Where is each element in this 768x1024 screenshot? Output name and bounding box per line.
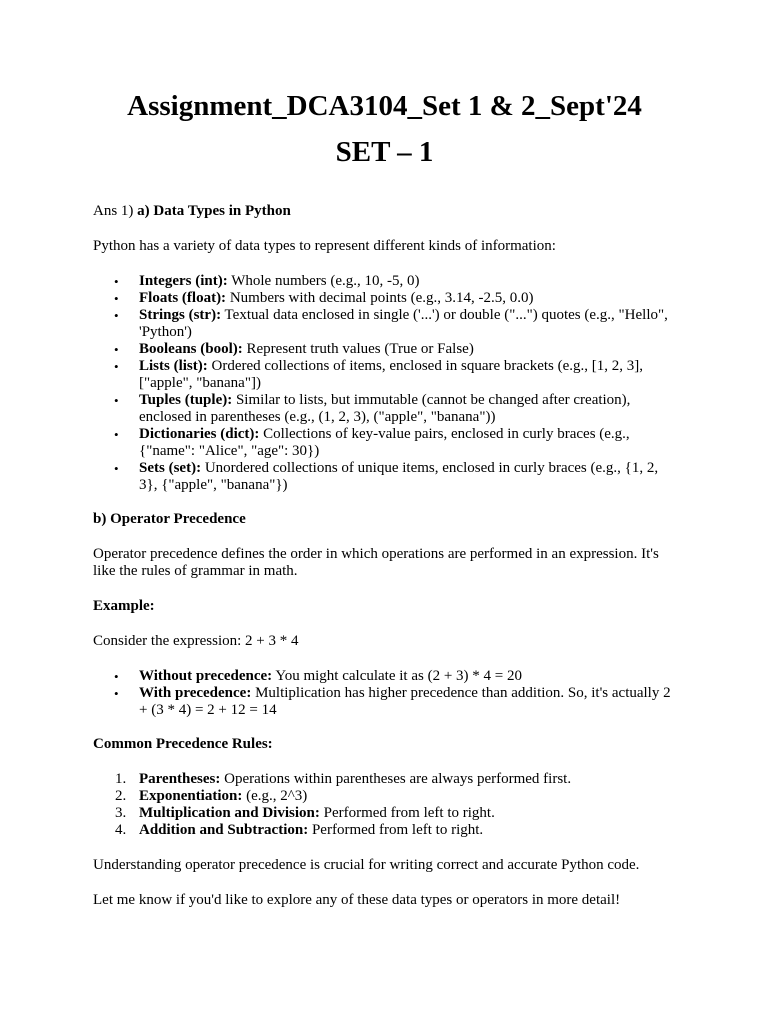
list-item-text: Similar to lists, but immutable (cannot be changed after creation), enclosed in parentheses (e.g., (1, 2, 3), ("apple", "banana")) bbox=[139, 392, 631, 425]
list-item-term: Strings (str): bbox=[139, 307, 222, 323]
list-item-term: Multiplication and Division: bbox=[139, 805, 320, 821]
list-item-term: Integers (int): bbox=[139, 273, 228, 289]
list-number: 3. bbox=[115, 805, 127, 821]
list-number: 4. bbox=[115, 822, 127, 838]
list-item bbox=[139, 341, 676, 358]
data-types-list bbox=[93, 273, 676, 494]
list-item-term: With precedence: bbox=[139, 685, 252, 701]
list-item-term: Addition and Subtraction: bbox=[139, 822, 309, 838]
list-item-text: Multiplication has higher precedence than addition. So, it's actually 2 + (3 * 4) = 2 + 12 = 14 bbox=[139, 685, 671, 718]
example-heading: Example: bbox=[93, 598, 155, 614]
list-item-text: Operations within parentheses are always performed first. bbox=[220, 771, 572, 787]
list-item bbox=[115, 805, 676, 822]
list-item-text: Collections of key-value pairs, enclosed in curly braces (e.g., {"name": "Alice", "age": 30}) bbox=[139, 426, 630, 459]
conclusion-text: Understanding operator precedence is crucial for writing correct and accurate Python code. bbox=[93, 857, 640, 873]
list-item bbox=[115, 771, 676, 788]
data-types-intro: Python has a variety of data types to represent different kinds of information: bbox=[93, 238, 556, 254]
list-item bbox=[139, 685, 676, 719]
section-a-heading: a) Data Types in Python bbox=[137, 203, 291, 219]
list-item-term: Exponentiation: bbox=[139, 788, 243, 804]
list-item-text: Textual data enclosed in single ('...') or double ("...") quotes (e.g., "Hello", 'Python') bbox=[139, 307, 668, 340]
list-item-term: Booleans (bool): bbox=[139, 341, 243, 357]
list-item bbox=[139, 460, 676, 494]
list-item-text: You might calculate it as (2 + 3) * 4 = 20 bbox=[272, 668, 522, 684]
list-item-text: Represent truth values (True or False) bbox=[242, 341, 474, 357]
list-item-text: Whole numbers (e.g., 10, -5, 0) bbox=[227, 273, 420, 289]
list-item-text: Performed from left to right. bbox=[319, 805, 495, 821]
list-item-text: Unordered collections of unique items, enclosed in curly braces (e.g., {1, 2, 3}, {"apple", "banana"}) bbox=[139, 460, 659, 493]
answer-1-heading bbox=[93, 203, 676, 220]
list-item bbox=[115, 788, 676, 805]
list-item bbox=[139, 392, 676, 426]
list-item-term: Parentheses: bbox=[139, 771, 221, 787]
closing-text: Let me know if you'd like to explore any of these data types or operators in more detail! bbox=[93, 892, 621, 908]
list-number: 1. bbox=[115, 771, 127, 787]
list-item-term: Floats (float): bbox=[139, 290, 227, 306]
list-item-term: Lists (list): bbox=[139, 358, 208, 374]
section-b-heading: b) Operator Precedence bbox=[93, 511, 246, 527]
list-item-text: Performed from left to right. bbox=[308, 822, 484, 838]
document-title: Assignment_DCA3104_Set 1 & 2_Sept'24 bbox=[127, 90, 642, 122]
list-item bbox=[139, 307, 676, 341]
list-item-term: Sets (set): bbox=[139, 460, 202, 476]
list-item bbox=[139, 426, 676, 460]
rules-heading: Common Precedence Rules: bbox=[93, 736, 273, 752]
list-item-text: Numbers with decimal points (e.g., 3.14, -2.5, 0.0) bbox=[226, 290, 534, 306]
list-item-term: Without precedence: bbox=[139, 668, 273, 684]
list-number: 2. bbox=[115, 788, 127, 804]
example-text: Consider the expression: 2 + 3 * 4 bbox=[93, 633, 299, 649]
list-item bbox=[139, 668, 676, 685]
list-item-term: Tuples (tuple): bbox=[139, 392, 233, 408]
list-item bbox=[139, 358, 676, 392]
list-item bbox=[139, 290, 676, 307]
example-list bbox=[93, 668, 676, 719]
list-item-term: Dictionaries (dict): bbox=[139, 426, 260, 442]
list-item-text: (e.g., 2^3) bbox=[242, 788, 308, 804]
operator-precedence-intro: Operator precedence defines the order in which operations are performed in an expression. It's like the rules of grammar in math. bbox=[93, 546, 659, 579]
precedence-rules-list bbox=[93, 771, 676, 839]
list-item-text: Ordered collections of items, enclosed in square brackets (e.g., [1, 2, 3], ["apple", "banana"]) bbox=[139, 358, 644, 391]
list-item bbox=[115, 822, 676, 839]
list-item bbox=[139, 273, 676, 290]
answer-prefix: Ans 1) bbox=[93, 203, 138, 219]
set-heading: SET – 1 bbox=[335, 136, 434, 168]
